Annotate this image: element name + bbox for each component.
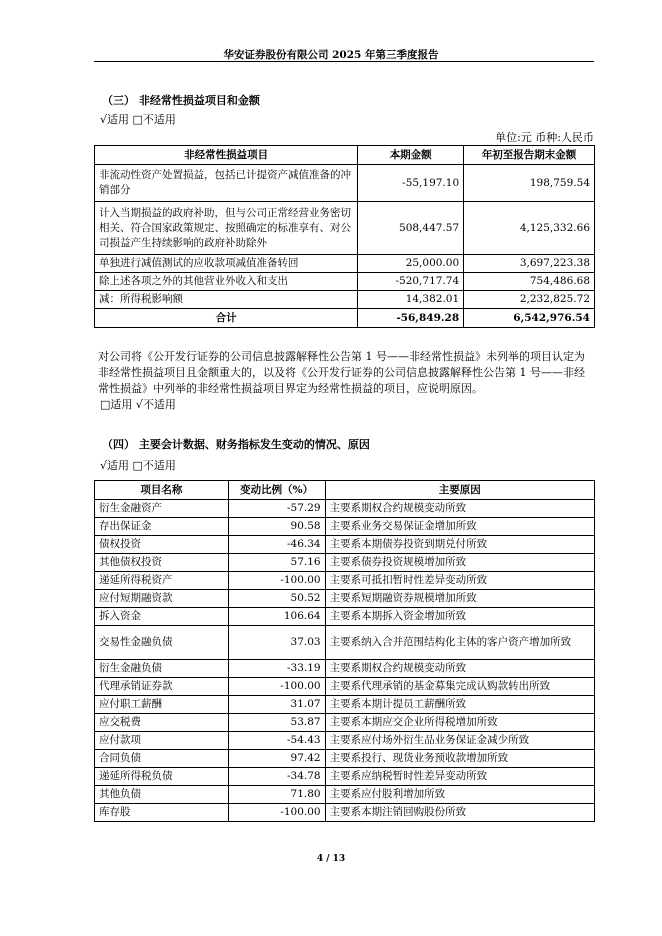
col-header-ytd: 年初至报告期末金额 xyxy=(464,146,595,165)
row-item: 计入当期损益的政府补助，但与公司正常经营业务密切相关、符合国家政策规定、按照确定的标准享有、对公司损益产生持续影响的政府补助除外 xyxy=(95,202,358,255)
row-name: 递延所得税资产 xyxy=(95,572,229,590)
row-ratio: 57.16 xyxy=(228,554,325,572)
row-ratio: -100.00 xyxy=(228,678,325,696)
total-label: 合计 xyxy=(95,309,358,328)
row-name: 代理承销证券款 xyxy=(95,678,229,696)
row-current: -520,717.74 xyxy=(358,273,464,291)
table-row xyxy=(95,536,595,554)
table-row xyxy=(95,732,595,750)
row-ytd: 198,759.54 xyxy=(464,165,595,202)
row-name: 交易性金融负债 xyxy=(95,626,229,660)
unit-note: 单位:元 币种:人民币 xyxy=(495,131,594,144)
row-reason: 主要系债券投资规模增加所致 xyxy=(325,554,594,572)
row-reason: 主要系代理承销的基金募集完成认购款转出所致 xyxy=(325,678,594,696)
row-ytd: 3,697,223.38 xyxy=(464,255,595,273)
table-row xyxy=(95,626,595,660)
row-ratio: 31.07 xyxy=(228,696,325,714)
row-ratio: -54.43 xyxy=(228,732,325,750)
section3-applicability: √适用 □不适用 xyxy=(100,113,176,126)
row-reason: 主要系本期注销回购股份所致 xyxy=(325,804,594,822)
row-ratio: -100.00 xyxy=(228,804,325,822)
note-applicability: □适用 √不适用 xyxy=(100,398,176,411)
row-ratio: -46.34 xyxy=(228,536,325,554)
row-ratio: -100.00 xyxy=(228,572,325,590)
table-row xyxy=(95,202,595,255)
row-reason: 主要系期权合约规模变动所致 xyxy=(325,660,594,678)
table-row xyxy=(95,696,595,714)
table-row xyxy=(95,768,595,786)
row-item: 非流动性资产处置损益，包括已计提资产减值准备的冲销部分 xyxy=(95,165,358,202)
nonrecurring-note: 对公司将《公开发行证券的公司信息披露解释性公告第 1 号——非经常性损益》未列举的项目认定为非经常性损益项目且金额重大的，以及将《公开发行证券的公司信息披露解释性公告第 1 号——非经常性损益》中列举的非经常性损益项目界定为经常性损益的项目，应说明原因。 xyxy=(98,350,585,395)
table-row xyxy=(95,804,595,822)
row-ratio: 106.64 xyxy=(228,608,325,626)
table-row xyxy=(95,518,595,536)
table-row xyxy=(95,572,595,590)
row-reason: 主要系本期拆入资金增加所致 xyxy=(325,608,594,626)
row-item: 减：所得税影响额 xyxy=(95,291,358,309)
row-reason: 主要系应纳税暂时性差异变动所致 xyxy=(325,768,594,786)
total-ytd: 6,542,976.54 xyxy=(464,309,595,328)
row-name: 应付职工薪酬 xyxy=(95,696,229,714)
table-row xyxy=(95,678,595,696)
table-row xyxy=(95,608,595,626)
section4-heading: （四） 主要会计数据、财务指标发生变动的情况、原因 xyxy=(102,438,370,451)
row-name: 其他债权投资 xyxy=(95,554,229,572)
total-row xyxy=(95,309,595,328)
row-reason: 主要系纳入合并范围结构化主体的客户资产增加所致 xyxy=(325,626,594,660)
row-name: 库存股 xyxy=(95,804,229,822)
section3-heading: （三） 非经常性损益项目和金额 xyxy=(102,94,260,107)
row-current: -55,197.10 xyxy=(358,165,464,202)
row-current: 25,000.00 xyxy=(358,255,464,273)
table-row xyxy=(95,273,595,291)
total-current: -56,849.28 xyxy=(358,309,464,328)
row-name: 衍生金融负债 xyxy=(95,660,229,678)
row-reason: 主要系业务交易保证金增加所致 xyxy=(325,518,594,536)
row-ratio: 71.80 xyxy=(228,786,325,804)
row-reason: 主要系本期债券投资到期兑付所致 xyxy=(325,536,594,554)
table-row xyxy=(95,714,595,732)
col-header-name: 项目名称 xyxy=(95,481,229,500)
row-name: 应付款项 xyxy=(95,732,229,750)
row-ratio: 90.58 xyxy=(228,518,325,536)
row-name: 衍生金融资产 xyxy=(95,500,229,518)
row-current: 508,447.57 xyxy=(358,202,464,255)
row-name: 其他负债 xyxy=(95,786,229,804)
nonrecurring-table xyxy=(94,145,595,328)
row-ytd: 4,125,332.66 xyxy=(464,202,595,255)
row-ratio: 97.42 xyxy=(228,750,325,768)
table-row xyxy=(95,786,595,804)
header-rule xyxy=(94,61,594,62)
change-table xyxy=(94,480,595,822)
col-header-current: 本期金额 xyxy=(358,146,464,165)
table-row xyxy=(95,291,595,309)
table-row xyxy=(95,590,595,608)
row-name: 存出保证金 xyxy=(95,518,229,536)
row-ratio: -57.29 xyxy=(228,500,325,518)
row-item: 除上述各项之外的其他营业外收入和支出 xyxy=(95,273,358,291)
table-row xyxy=(95,165,595,202)
row-name: 拆入资金 xyxy=(95,608,229,626)
row-ratio: 37.03 xyxy=(228,626,325,660)
row-ratio: -34.78 xyxy=(228,768,325,786)
row-ratio: -33.19 xyxy=(228,660,325,678)
table-row xyxy=(95,255,595,273)
row-reason: 主要系投行、现货业务预收款增加所致 xyxy=(325,750,594,768)
row-name: 债权投资 xyxy=(95,536,229,554)
row-name: 应付短期融资款 xyxy=(95,590,229,608)
row-name: 合同负债 xyxy=(95,750,229,768)
page-number: 4 / 13 xyxy=(316,854,346,864)
row-ytd: 754,486.68 xyxy=(464,273,595,291)
row-current: 14,382.01 xyxy=(358,291,464,309)
table-row xyxy=(95,500,595,518)
col-header-reason: 主要原因 xyxy=(325,481,594,500)
row-reason: 主要系应付股利增加所致 xyxy=(325,786,594,804)
table-row xyxy=(95,660,595,678)
row-ratio: 53.87 xyxy=(228,714,325,732)
row-reason: 主要系期权合约规模变动所致 xyxy=(325,500,594,518)
row-ytd: 2,232,825.72 xyxy=(464,291,595,309)
row-reason: 主要系应付场外衍生品业务保证金减少所致 xyxy=(325,732,594,750)
row-reason: 主要系本期计提员工薪酬所致 xyxy=(325,696,594,714)
row-reason: 主要系短期融资券规模增加所致 xyxy=(325,590,594,608)
row-reason: 主要系本期应交企业所得税增加所致 xyxy=(325,714,594,732)
row-reason: 主要系可抵扣暂时性差异变动所致 xyxy=(325,572,594,590)
page-header-title: 华安证券股份有限公司 2025 年第三季度报告 xyxy=(223,49,439,61)
table-row xyxy=(95,750,595,768)
col-header-item: 非经常性损益项目 xyxy=(95,146,358,165)
row-name: 应交税费 xyxy=(95,714,229,732)
row-item: 单独进行减值测试的应收款项减值准备转回 xyxy=(95,255,358,273)
col-header-ratio: 变动比例（%） xyxy=(228,481,325,500)
row-ratio: 50.52 xyxy=(228,590,325,608)
table-row xyxy=(95,554,595,572)
section4-applicability: √适用 □不适用 xyxy=(100,459,176,472)
row-name: 递延所得税负债 xyxy=(95,768,229,786)
